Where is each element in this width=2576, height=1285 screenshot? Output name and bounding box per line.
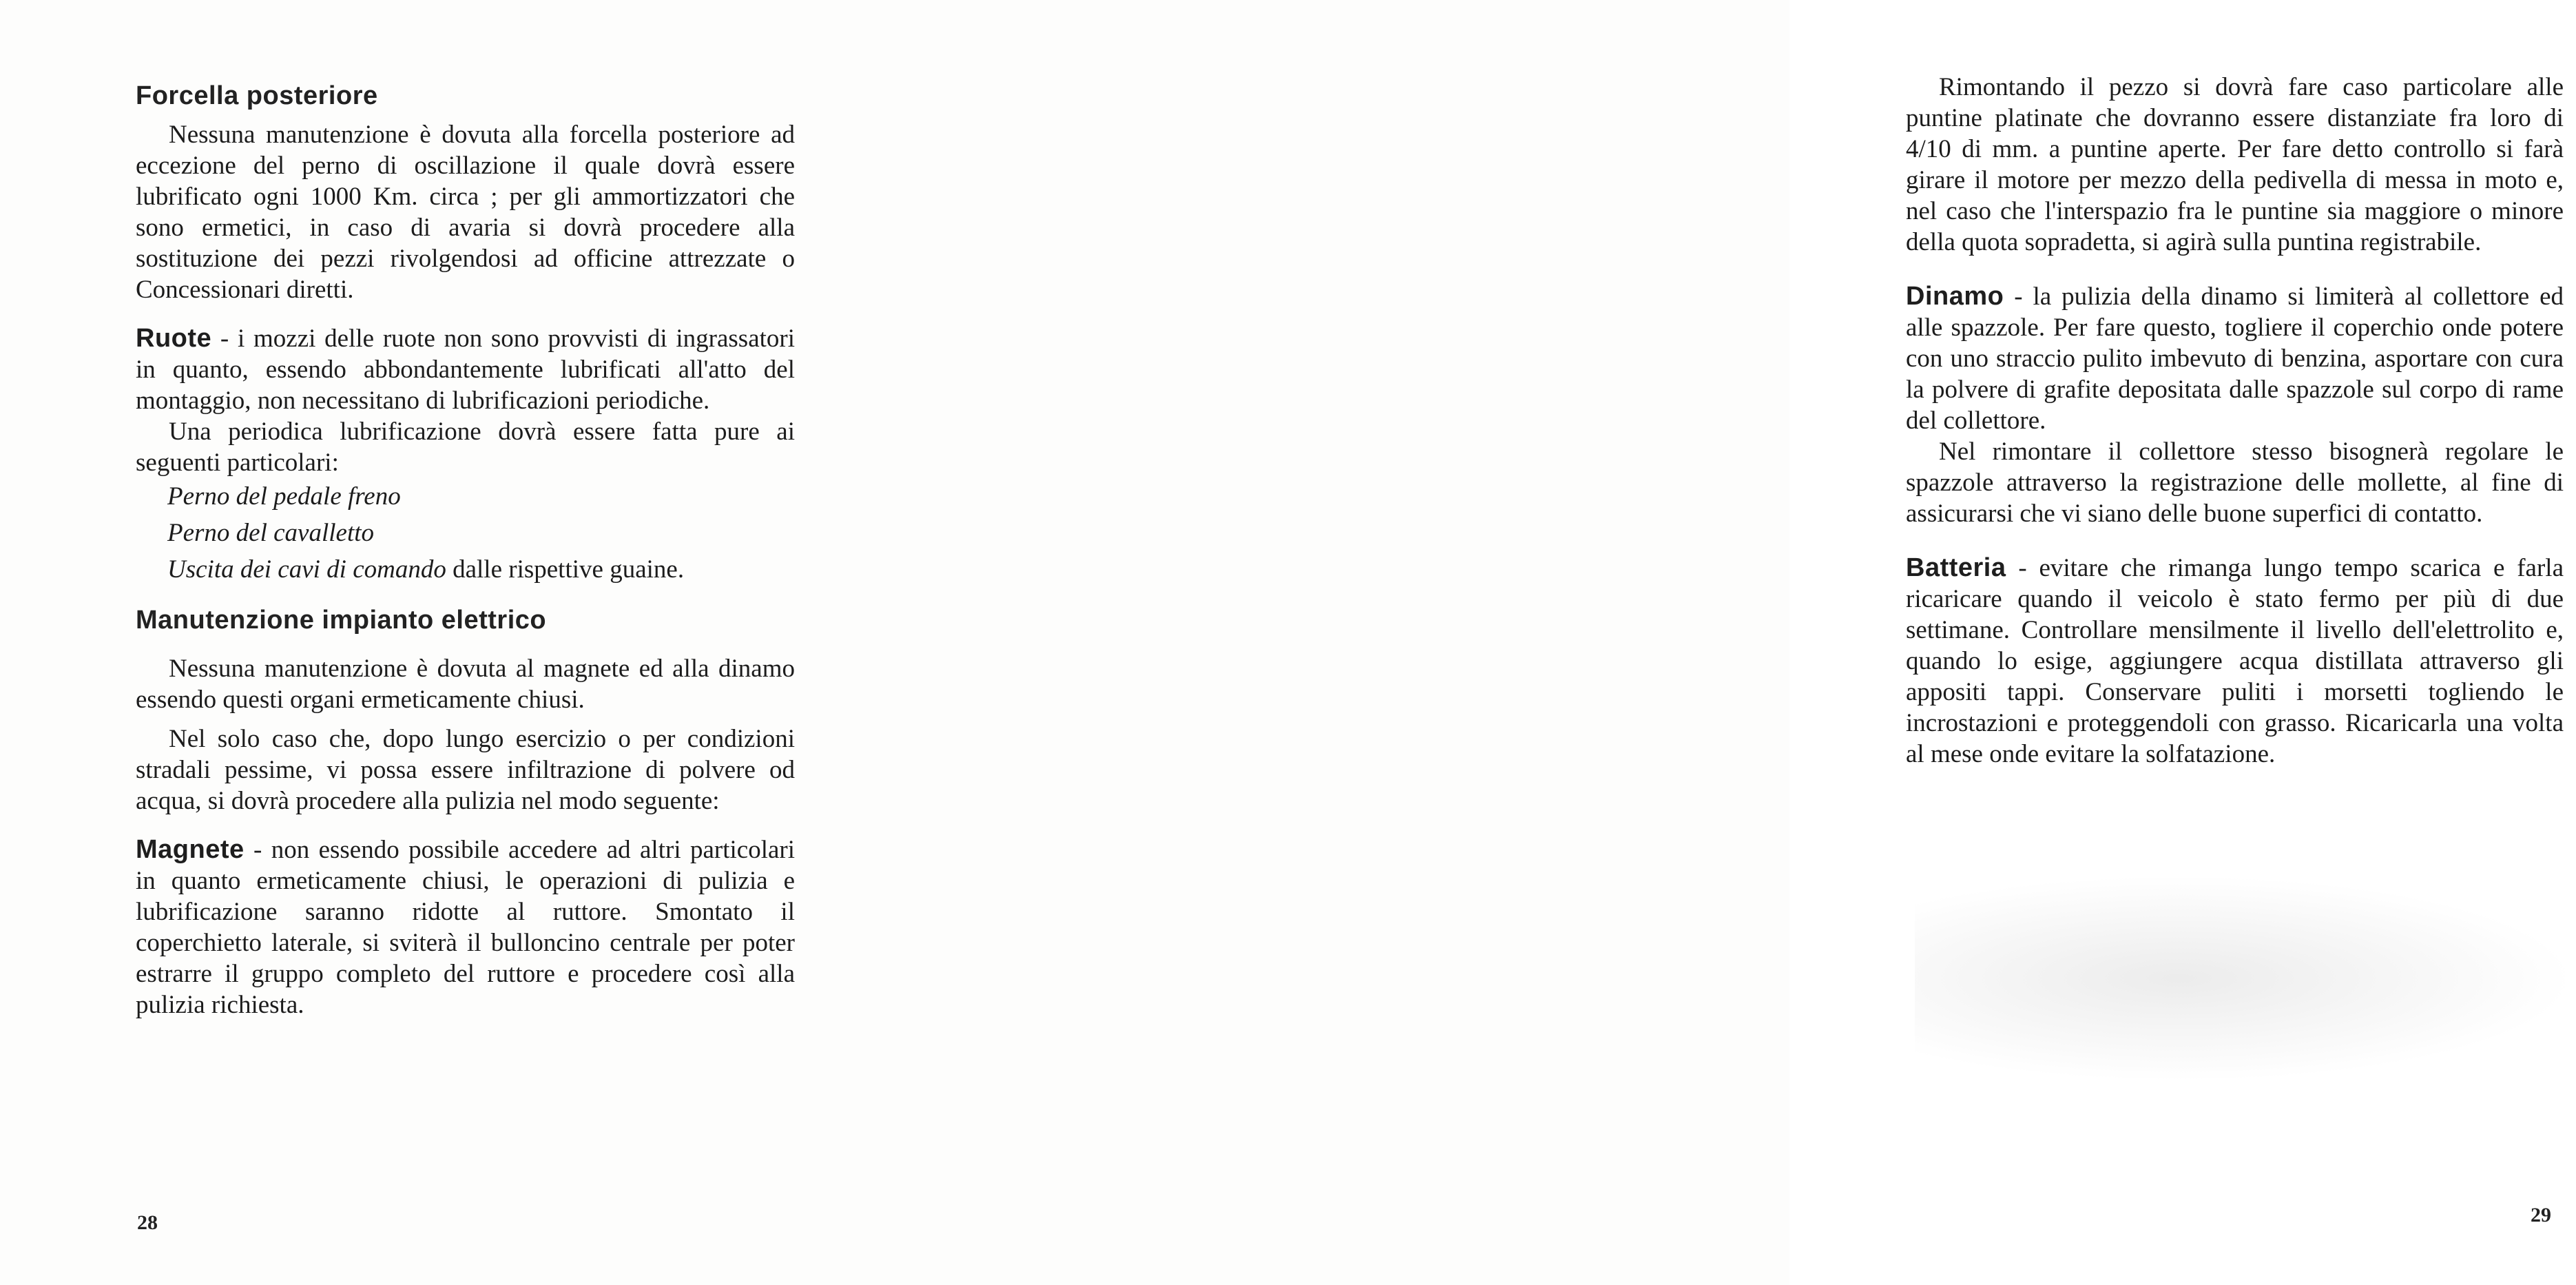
heading-ruote: Ruote [136, 324, 212, 353]
heading-magnete: Magnete [136, 835, 245, 864]
list-item: Perno del pedale freno [167, 482, 401, 511]
list-item: Perno del cavalletto [167, 519, 375, 547]
heading-manutenzione-impianto-elettrico: Manutenzione impianto elettrico [136, 606, 547, 635]
left-text-column [136, 81, 795, 1020]
batteria-text: - evitare che rimanga lungo tempo scarica e farla ricaricare quando il veicolo è stato fermo per più di due settimane. Controllare mensilmente il livello dell'elettrolito e, quando lo esige, aggiungere acqua distillata attraverso gli appositi tappi. Conservare puliti i morsetti togliendo le incrostazioni e proteggendoli con grasso. Ricaricarla una volta al mese onde evitare la solfatazione. [1906, 554, 2564, 768]
paragraph-ruote [136, 323, 795, 416]
paragraph-magnete [136, 834, 795, 1020]
page-number-right: 29 [2531, 1204, 2551, 1226]
print-show-through [1915, 875, 2576, 1082]
paragraph-batteria [1906, 553, 2564, 770]
magnete-text: - non essendo possibile accedere ad altri particolari in quanto ermeticamente chiusi, le operazioni di pulizia e lubrificazione saranno ridotte al ruttore. Smontato il coperchietto laterale, si sviterà il bulloncino centrale per poter estrarre il gruppo completo del ruttore e procedere così alla pulizia richiesta. [136, 836, 795, 1019]
left-page [0, 0, 895, 1285]
right-text-column [1906, 72, 2564, 770]
paragraph-lubrificazione: Una periodica lubrificazione dovrà essere fatta pure ai seguenti particolari: [136, 418, 795, 477]
heading-dinamo: Dinamo [1906, 282, 2004, 311]
list-item: Uscita dei cavi di comando dalle rispettive guaine. [167, 555, 685, 584]
ruote-text: - i mozzi delle ruote non sono provvisti di ingrassatori in quanto, essendo abbondantemente lubrificati all'atto del montaggio, non necessitano di lubrificazioni periodiche. [136, 325, 795, 415]
heading-forcella-posteriore: Forcella posteriore [136, 81, 378, 110]
paragraph-rimontando: Rimontando il pezzo si dovrà fare caso particolare alle puntine platinate che dovranno essere distanziate fra loro di 4/10 di mm. a puntine aperte. Per fare detto controllo si farà girare il motore per mezzo della pedivella di messa in moto e, nel caso che l'interspazio fra le puntine sia maggiore o minore della quota sopradetta, si agirà sulla puntina registrabile. [1906, 73, 2564, 256]
dinamo-text: - la pulizia della dinamo si limiterà al collettore ed alle spazzole. Per fare questo, togliere il coperchio onde potere con uno straccio pulito imbevuto di benzina, asportare con cura la polvere di grafite depositata dalle spazzole sul corpo di rame del collettore. [1906, 282, 2564, 435]
page-number-left: 28 [137, 1211, 158, 1234]
paragraph-forcella: Nessuna manutenzione è dovuta alla forcella posteriore ad eccezione del perno di oscillazione il quale dovrà essere lubrificato ogni 1000 Km. circa ; per gli ammortizzatori che sono ermetici, in caso di avaria si dovrà procedere alla sostituzione dei pezzi rivolgendosi ad officine attrezzate o Concessionari diretti. [136, 121, 795, 304]
paragraph-manutenzione-2: Nel solo caso che, dopo lungo esercizio o per condizioni stradali pessime, vi possa essere infiltrazione di polvere od acqua, si dovrà procedere alla pulizia nel modo seguente: [136, 725, 795, 815]
paragraph-dinamo-2: Nel rimontare il collettore stesso bisognerà regolare le spazzole attraverso la registrazione delle mollette, al fine di assicurarsi che vi siano delle buone superfici di contatto. [1906, 438, 2564, 528]
right-page [895, 0, 2564, 1285]
heading-batteria: Batteria [1906, 553, 2006, 582]
paragraph-dinamo [1906, 281, 2564, 436]
paragraph-manutenzione-1: Nessuna manutenzione è dovuta al magnete ed alla dinamo essendo questi organi ermeticamente chiusi. [136, 655, 795, 714]
